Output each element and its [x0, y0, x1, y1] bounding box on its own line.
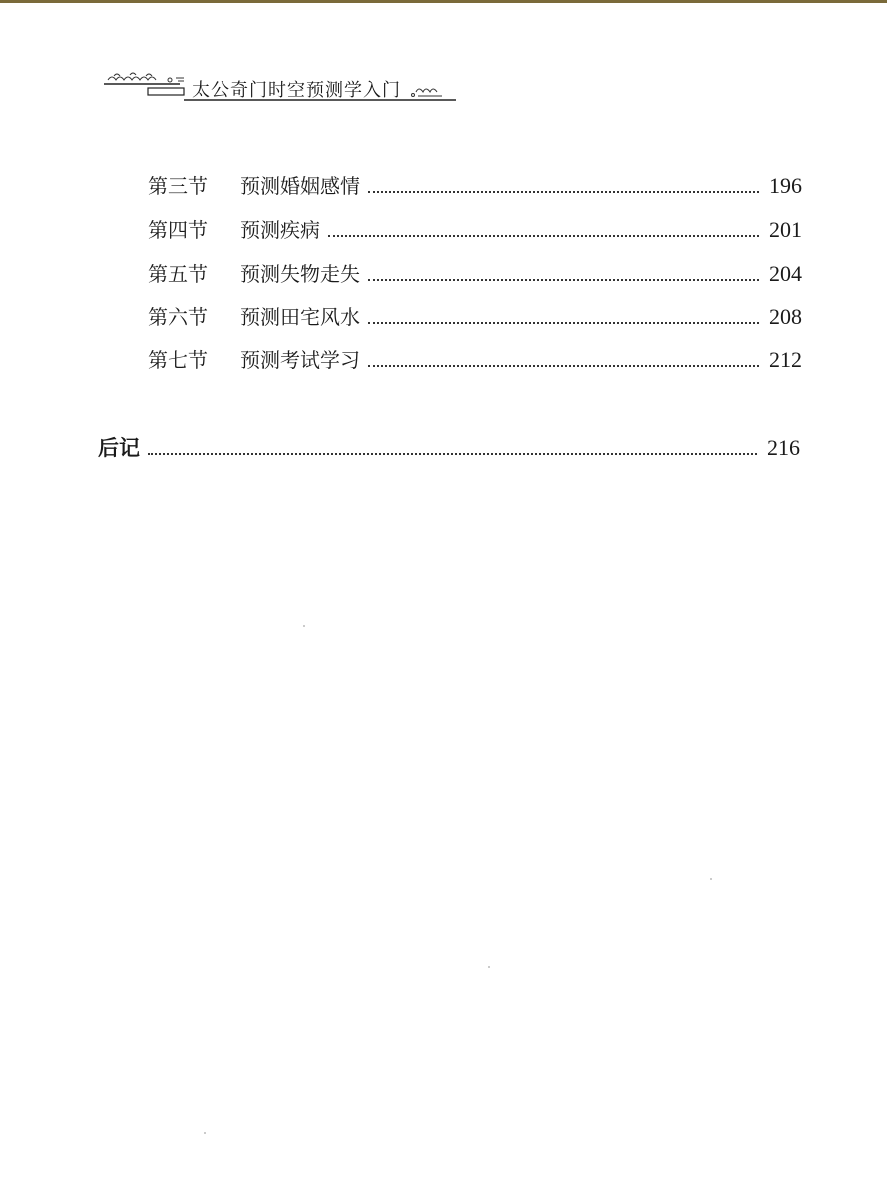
- toc-page-number: 201: [769, 217, 802, 242]
- toc-entry-title: 预测田宅风水: [240, 305, 360, 329]
- toc-section-number: 第三节: [148, 174, 208, 198]
- book-title: 太公奇门时空预测学入门: [192, 80, 401, 101]
- toc-section-number: 第四节: [148, 218, 208, 242]
- dot-leader: [368, 191, 759, 193]
- toc-entry-title: 预测考试学习: [240, 348, 360, 372]
- toc-page-number: 196: [769, 173, 802, 198]
- scan-speck: [204, 1132, 206, 1134]
- toc-entry-title: 预测婚姻感情: [240, 174, 360, 198]
- toc-entry-title: 预测疾病: [240, 218, 320, 242]
- scan-speck: [303, 625, 305, 627]
- toc-page-number: 208: [769, 304, 802, 329]
- toc-section-number: 第七节: [148, 348, 208, 372]
- toc-entry-title: 后记: [98, 436, 140, 460]
- toc-section-number: 第六节: [148, 305, 208, 329]
- top-border: [0, 0, 887, 3]
- toc-page-number: 216: [767, 435, 800, 460]
- dot-leader: [148, 453, 757, 455]
- scan-speck: [710, 878, 712, 880]
- toc-section-number: 第五节: [148, 262, 208, 286]
- scan-speck: [488, 966, 490, 968]
- toc-entry: [148, 214, 802, 244]
- toc-entry: [148, 170, 802, 200]
- running-header: [100, 66, 456, 106]
- dot-leader: [368, 365, 759, 367]
- dot-leader: [368, 322, 759, 324]
- dot-leader: [368, 279, 759, 281]
- toc-entry: [148, 344, 802, 374]
- toc-page-number: 204: [769, 261, 802, 286]
- toc-entry-title: 预测失物走失: [240, 262, 360, 286]
- toc-entry: [148, 258, 802, 288]
- toc-page-number: 212: [769, 347, 802, 372]
- toc-entry-afterword: [98, 432, 800, 462]
- dot-leader: [328, 235, 759, 237]
- toc-entry: [148, 301, 802, 331]
